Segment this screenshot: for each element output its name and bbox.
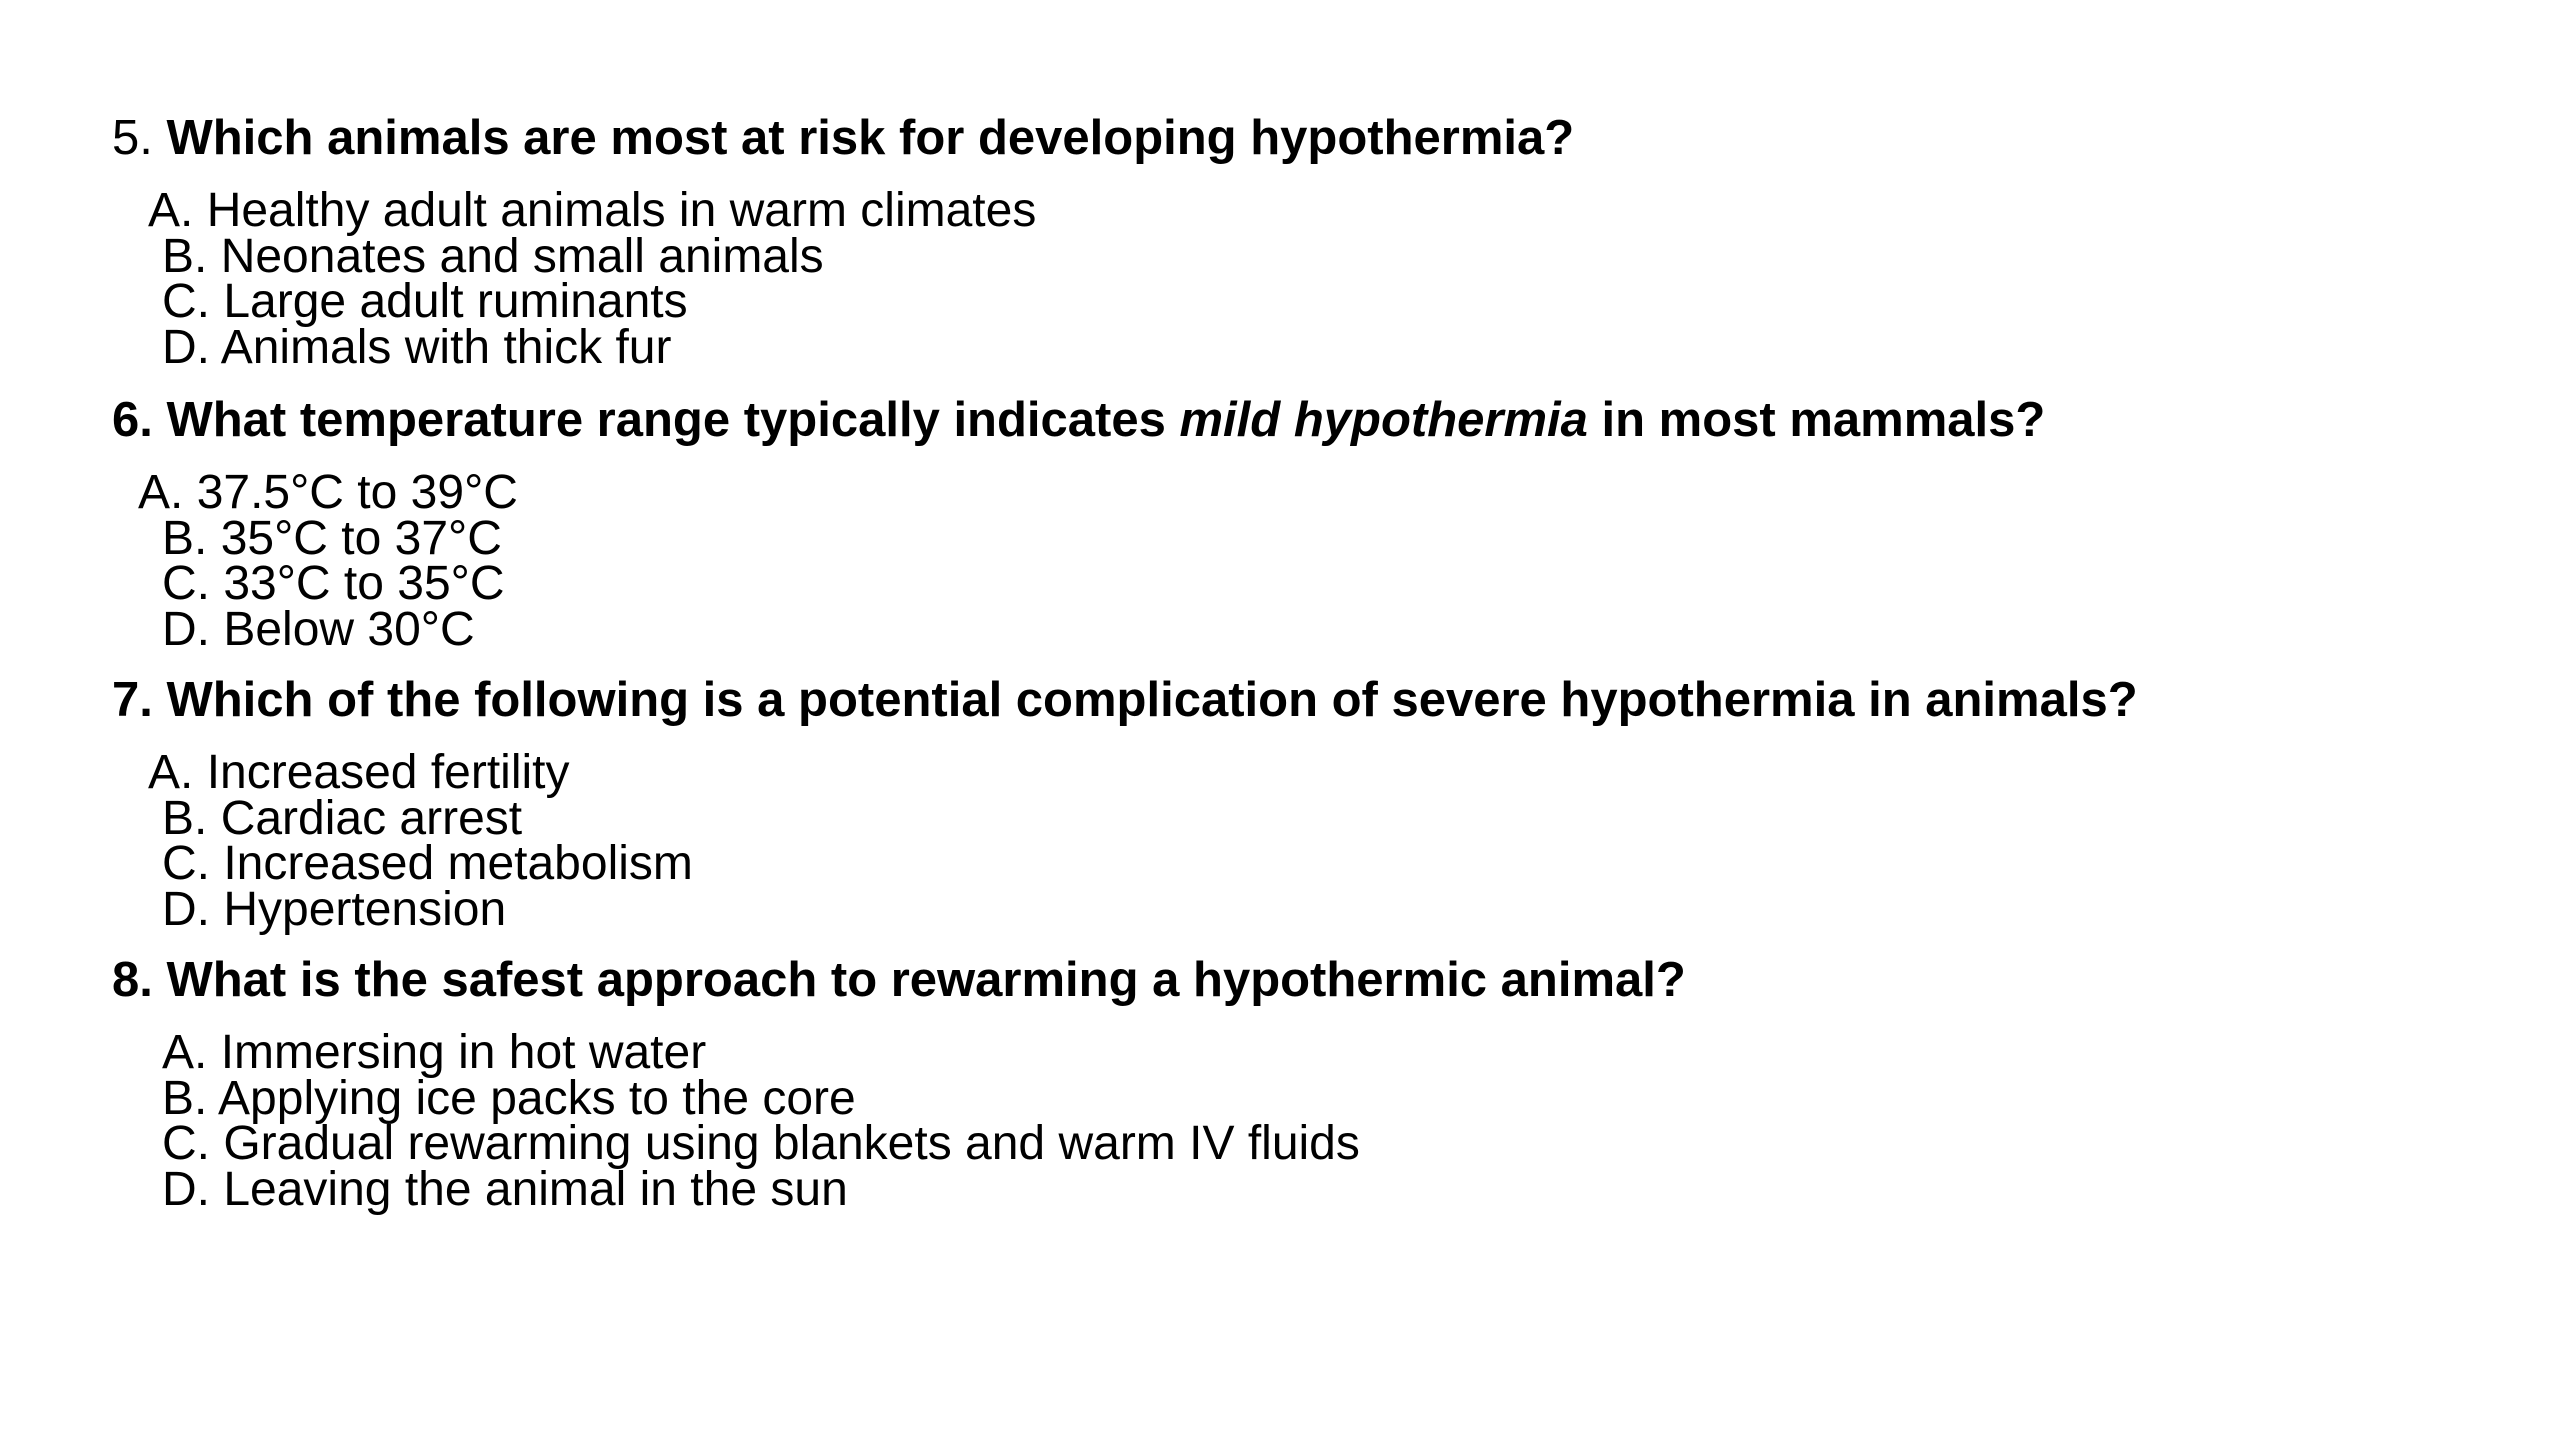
question-7: [112, 670, 2138, 730]
option-a: A. 37.5°C to 39°C: [138, 466, 518, 519]
option-b: B. Neonates and small animals: [162, 229, 824, 283]
options-7: [148, 746, 693, 936]
option-d: D. Hypertension: [162, 882, 507, 936]
option-c: C. Increased metabolism: [162, 837, 693, 890]
question-text: What is the safest approach to rewarming a hypothermic animal?: [166, 953, 1686, 1007]
question-text-after: in most mammals?: [1587, 393, 2046, 447]
option-b: B. Applying ice packs to the core: [162, 1071, 856, 1125]
question-6: [112, 390, 2045, 450]
question-text: Which animals are most at risk for developing hypothermia?: [166, 111, 1575, 165]
option-d: D. Below 30°C: [162, 602, 475, 656]
option-a: A. Healthy adult animals in warm climates: [148, 184, 1037, 237]
question-text-emphasis: mild hypothermia: [1179, 393, 1588, 447]
option-c: C. 33°C to 35°C: [162, 557, 505, 610]
question-number: 5.: [112, 111, 153, 165]
question-text: Which of the following is a potential complication of severe hypothermia in animals?: [166, 673, 2138, 727]
options-8: [162, 1026, 1360, 1216]
option-c: C. Large adult ruminants: [162, 275, 688, 328]
question-5: [112, 108, 1574, 168]
option-a: A. Increased fertility: [148, 746, 570, 799]
question-text-before: What temperature range typically indicates: [166, 393, 1180, 447]
option-a: A. Immersing in hot water: [162, 1026, 707, 1079]
question-8: [112, 950, 1686, 1010]
option-d: D. Animals with thick fur: [162, 320, 672, 374]
question-number: 8.: [112, 953, 153, 1007]
option-c: C. Gradual rewarming using blankets and warm IV fluids: [162, 1117, 1360, 1170]
option-b: B. Cardiac arrest: [162, 791, 523, 845]
option-d: D. Leaving the animal in the sun: [162, 1162, 848, 1216]
options-6: [138, 466, 518, 656]
option-b: B. 35°C to 37°C: [162, 511, 502, 565]
question-number: 7.: [112, 673, 153, 727]
options-5: [148, 184, 1037, 374]
question-number: 6.: [112, 393, 153, 447]
